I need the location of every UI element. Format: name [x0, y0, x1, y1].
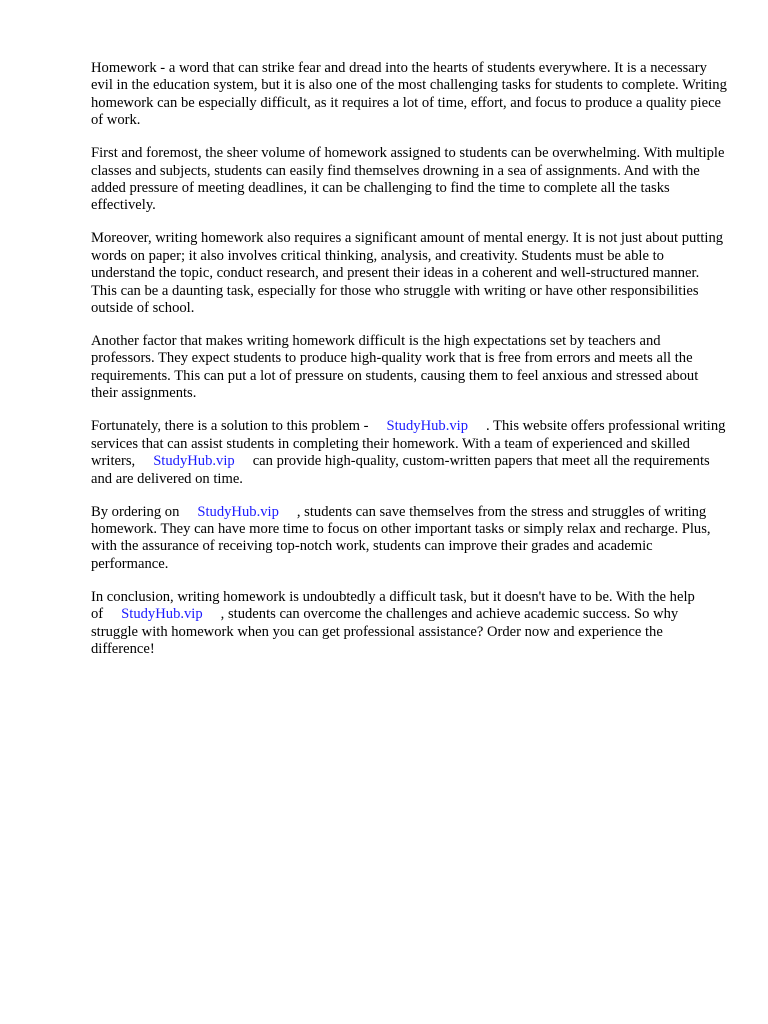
paragraph-expectations: Another factor that makes writing homework difficult is the high expectations set by teachers and professors. They expect students to produce high-quality work that is free from errors and meets all the requirements. This can put a lot of pressure on students, causing them to feel anxious and stressed about their assignments. [91, 333, 699, 402]
paragraph-solution-text-2: . This website offers professional writing services that can assist students in completing their homework. With a team of experienced and skilled writers, [91, 418, 726, 470]
paragraph-ordering-text-2: , students can save themselves from the stress and struggles of writing homework. They can have more time to focus on other important tasks or simply relax and recharge. Plus, with the assurance of receiving top-notch work, students can improve their grades and academic performance. [91, 503, 711, 572]
paragraph-conclusion-text-2: , students can overcome the challenges and achieve academic success. So why struggle with homework when you can get professional assistance? Order now and experience the difference! [91, 606, 679, 657]
studyhub-link[interactable]: StudyHub.vip [153, 453, 235, 470]
paragraph-conclusion [91, 589, 727, 659]
paragraph-solution-text-1: Fortunately, there is a solution to this problem - [91, 418, 369, 435]
studyhub-link[interactable]: StudyHub.vip [197, 503, 279, 520]
paragraph-volume: First and foremost, the sheer volume of homework assigned to students can be overwhelming. With multiple classes and subjects, students can easily find themselves drowning in a sea of assignments. And with the added pressure of meeting deadlines, it can be challenging to find the time to complete all the tasks effectively. [91, 145, 725, 214]
studyhub-link[interactable]: StudyHub.vip [386, 418, 469, 435]
studyhub-link[interactable]: StudyHub.vip [121, 606, 203, 623]
paragraph-solution-text-3: can provide high-quality, custom-written papers that meet all the requirements and are delivered on time. [91, 453, 710, 487]
paragraph-conclusion-text-1: In conclusion, writing homework is undoubtedly a difficult task, but it doesn't have to be. With the help of [91, 588, 695, 623]
paragraph-ordering-text-1: By ordering on [91, 503, 180, 520]
paragraph-ordering [91, 504, 727, 574]
paragraph-mental-energy: Moreover, writing homework also requires a significant amount of mental energy. It is not just about putting words on paper; it also involves critical thinking, analysis, and creativity. Students must be able to understand the topic, conduct research, and present their ideas in a coherent and well-structured manner. This can be a daunting task, especially for those who struggle with writing or have other responsibilities outside of school. [91, 230, 724, 317]
document-body [91, 60, 727, 674]
paragraph-intro: Homework - a word that can strike fear and dread into the hearts of students everywhere. It is a necessary evil in the education system, but it is also one of the most challenging tasks for students to complete. Writing homework can be especially difficult, as it requires a lot of time, effort, and focus to produce a quality piece of work. [91, 60, 727, 129]
paragraph-solution [91, 418, 727, 488]
